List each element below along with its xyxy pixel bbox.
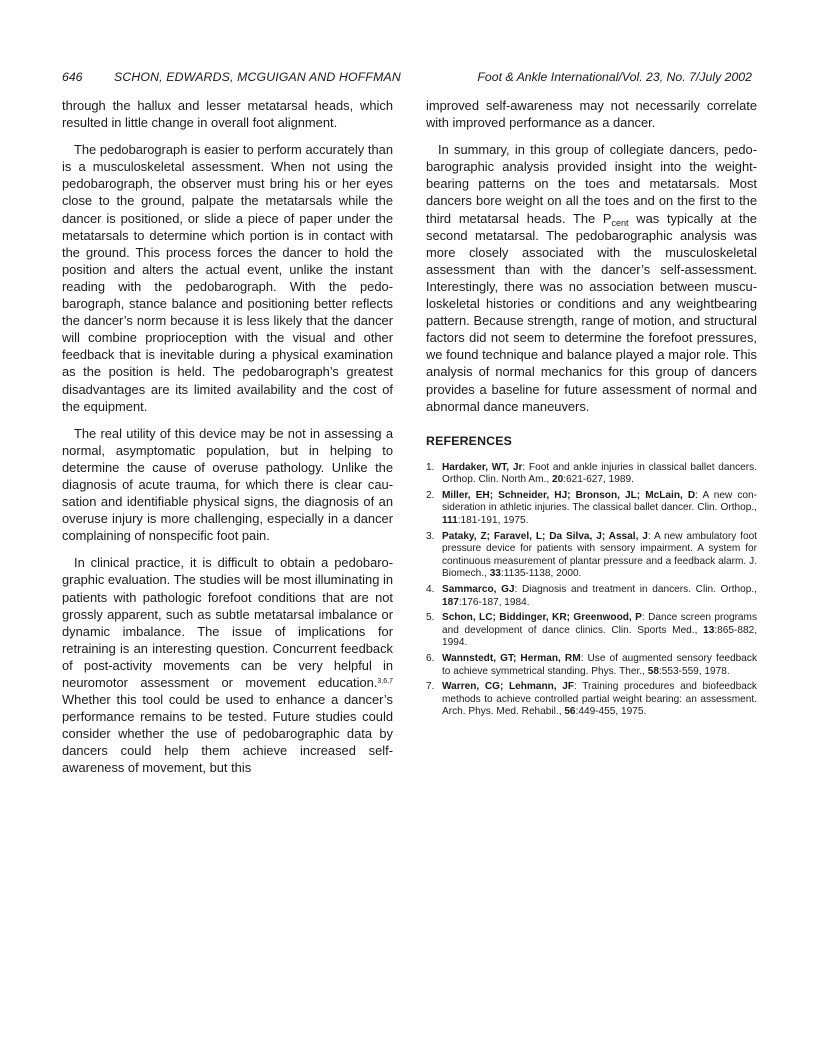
body-text: Whether this tool could be used to enhance a dancer’s performance remains to be tested. Future studies could consider whether the use of pedobarographic data by dancers could help them achieve increased self-awareness of movement, but this [62, 692, 393, 776]
references-heading: REFERENCES [426, 433, 513, 448]
subscript: cent [611, 217, 629, 228]
reference-pages: :1135-1138, 2000. [500, 568, 582, 580]
running-head [62, 70, 752, 88]
reference-text: : Dance screen programs and development of dance clinics. Clin. Sports Med., [442, 612, 757, 636]
reference-number: 7. [426, 681, 435, 693]
body-paragraph [426, 141, 757, 415]
reference-item [426, 681, 757, 719]
reference-authors: Sammarco, GJ [442, 584, 515, 596]
body-paragraph: The pedobarograph is easier to perform accurately than is a musculoskeletal assessment. When not using the pedobarograph, the observer must bring his or her eyes close to the ground, palpate the metatarsals while the dancer is positioned, or slide a piece of paper under the metatarsals to determine which portion is in contact with the ground. This process forces the dancer to hold the position and alters the actual event, unlike the instant reading with the pedobarograph. With the pedobarograph, stance balance and positioning better reflects the dancer’s norm because it is less likely that the dancer will combine proprioception with the visual and other feedback that is inevitable during a physical examination as the position is held. The pedobarograph’s greatest disadvantages are its limited availability and the cost of the equipment. [62, 142, 393, 414]
reference-volume: 33 [489, 568, 501, 580]
reference-number: 5. [426, 612, 435, 624]
body-text: In clinical practice, it is difficult to obtain a pedobarographic evaluation. The studies will be most illuminating in patients with pathologic forefoot conditions that are not grossly apparent, such as subtle metatarsal imbalance or dynamic imbalance. The issue of implications for retraining is an interesting question. Concurrent feedback of post-activity movements can be very helpful in neuromotor assessment or movement education. [62, 555, 393, 690]
reference-item [426, 462, 757, 487]
reference-text: : Use of augmented sensory feedback to achieve symmetrical standing. Phys. Ther., [442, 653, 757, 677]
reference-pages: :621-627, 1989. [563, 474, 634, 486]
right-column [426, 97, 757, 722]
reference-number: 4. [426, 584, 435, 596]
page-number: 646 [62, 70, 83, 84]
reference-item [426, 490, 757, 528]
reference-item [426, 653, 757, 678]
reference-pages: :176-187, 1984. [458, 596, 530, 608]
reference-volume: 58 [647, 665, 659, 677]
reference-text: : A new ambulatory foot pressure device for patients with sensory impairment. A system for continuous measurement of plantar pressure and a feedback alarm. J. Biomech., [442, 530, 757, 580]
body-paragraph: improved self-awareness may not necessarily correlate with improved performance as a dancer. [426, 98, 757, 131]
reference-item [426, 612, 757, 650]
reference-volume: 111 [442, 515, 458, 527]
reference-volume: 13 [703, 624, 715, 636]
reference-volume: 187 [442, 596, 459, 608]
reference-volume: 56 [564, 706, 576, 718]
reference-item [426, 584, 757, 609]
running-head-authors: SCHON, EDWARDS, MCGUIGAN AND HOFFMAN [114, 70, 401, 84]
body-text: was typically at the second metatarsal. The pedobarographic analysis was more closely associated with the musculoskeletal assessment than with the dancer’s self-assessment. Interestingly, there was no association between musculoskeletal histories or conditions and any weightbearing pattern. Because strength, range of motion, and structural factors did not seem to determine the forefoot pressures, we found technique and balance played a major role. This analysis of normal mechanics for this group of dancers provides a baseline for future assessment of normal and abnormal dance maneuvers. [426, 210, 757, 414]
body-text: In summary, in this group of collegiate dancers, pedobarographic analysis provided insight into the weightbearing patterns on the toes and metatarsals. Most dancers bore weight on all the toes and on the first to the third metatarsal heads. The P [426, 142, 757, 226]
reference-number: 2. [426, 489, 435, 501]
reference-pages: :181-191, 1975. [457, 515, 529, 527]
reference-number: 6. [426, 653, 435, 664]
reference-text: : Foot and ankle injuries in classical ballet dancers. Orthop. Clin. North Am., [442, 461, 757, 486]
body-paragraph: through the hallux and lesser metatarsal heads, which resulted in little change in overall foot alignment. [62, 98, 393, 131]
reference-authors: Warren, CG; Lehmann, JF [442, 681, 575, 693]
reference-volume: 20 [551, 474, 564, 486]
reference-authors: Hardaker, WT, Jr [442, 461, 523, 473]
reference-list [426, 462, 757, 719]
reference-text: : Diagnosis and treatment in dancers. Clin. Orthop., [514, 584, 757, 596]
reference-text: : A new consideration in athletic injuries. The classical ballet dancer. Clin. Orthop., [442, 489, 757, 514]
reference-authors: Schon, LC; Biddinger, KR; Greenwood, P [442, 612, 642, 624]
reference-pages: :865-882, 1994. [442, 624, 757, 649]
running-head-journal: Foot & Ankle International/Vol. 23, No. 7/July 2002 [477, 70, 752, 84]
reference-authors: Wannstedt, GT; Herman, RM [442, 653, 581, 664]
reference-item [426, 531, 757, 581]
left-column [62, 97, 393, 787]
body-paragraph [62, 554, 393, 776]
reference-pages: :449-455, 1975. [575, 706, 647, 718]
citation-superscript: 3,6,7 [377, 678, 393, 685]
reference-text: : Training procedures and biofeedback methods to achieve controlled partial weight bearing: an assessment. Arch. Phys. Med. Rehabil., [442, 681, 757, 718]
reference-authors: Miller, EH; Schneider, HJ; Bronson, JL; McLain, D [442, 489, 696, 501]
reference-pages: :553-559, 1978. [658, 665, 730, 677]
reference-number: 3. [426, 530, 435, 542]
reference-authors: Pataky, Z; Faravel, L; Da Silva, J; Assal, J [442, 530, 648, 542]
reference-number: 1. [426, 461, 435, 473]
body-paragraph: The real utility of this device may be not in assessing a normal, asymptomatic population, but in helping to determine the cause of overuse pathology. Unlike the diagnosis of acute trauma, for which there is clear causation and identifiable physical signs, the diagnosis of an overuse injury is more challenging, especially in a dancer complaining of nonspecific foot pain. [62, 425, 393, 544]
